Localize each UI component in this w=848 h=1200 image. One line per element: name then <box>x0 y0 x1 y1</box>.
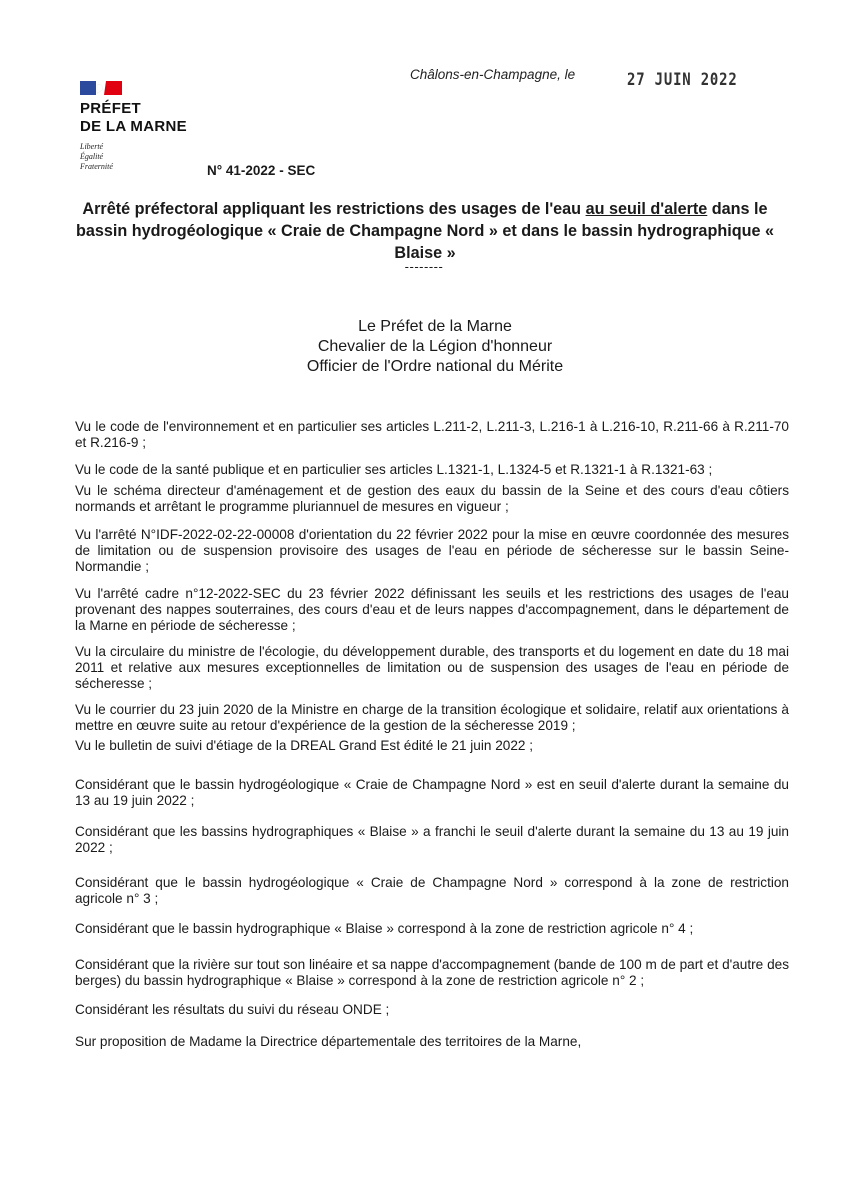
motto-liberte: Liberté <box>80 142 104 151</box>
motto-egalite: Égalité <box>80 152 104 161</box>
paragraph: Vu la circulaire du ministre de l'écologie, du développement durable, des transports et du logement en date du 18 mai 2011 et relative aux mesures exceptionnelles de limitation ou de suspension des usages de l'eau en période de sécheresse ; <box>75 644 789 691</box>
paragraph: Considérant que le bassin hydrogéologique « Craie de Champagne Nord » correspond à la zone de restriction agricole n° 3 ; <box>75 875 789 906</box>
paragraph: Considérant que le bassin hydrogéologique « Craie de Champagne Nord » est en seuil d'alerte durant la semaine du 13 au 19 juin 2022 ; <box>75 777 789 808</box>
paragraph: Sur proposition de Madame la Directrice départementale des territoires de la Marne, <box>75 1034 582 1049</box>
paragraph: Vu le code de l'environnement et en particulier ses articles L.211-2, L.211-3, L.216-1 à L.216-10, R.211-66 à R.211-70 et R.216-9 ; <box>75 419 789 450</box>
paragraph: Vu le courrier du 23 juin 2020 de la Ministre en charge de la transition écologique et solidaire, relatif aux orientations à mettre en œuvre suite au retour d'expérience de la gestion de la sécheresse 2019 ; <box>75 702 789 733</box>
title-underlined: au seuil d'alerte <box>585 200 708 218</box>
decree-number: N° 41-2022 - SEC <box>207 163 316 178</box>
paragraph: Considérant que la rivière sur tout son linéaire et sa nappe d'accompagnement (bande de 100 m de part et d'autre des berges) du bassin hydrographique « Blaise » correspond à la zone de restriction agricole n° 2 ; <box>75 957 789 988</box>
paragraph: Vu le code de la santé publique et en particulier ses articles L.1321-1, L.1324-5 et R.1321-1 à R.1321-63 ; <box>75 462 713 477</box>
paragraph: Vu le bulletin de suivi d'étiage de la DREAL Grand Est édité le 21 juin 2022 ; <box>75 738 534 753</box>
title-part2: dans le bassin hydrogéologique « Craie de Champagne Nord » et dans le bassin hydrographique « Blaise » <box>75 200 774 262</box>
place-label: Châlons-en-Champagne, le <box>410 67 576 82</box>
title-part1: Arrêté préfectoral appliquant les restrictions des usages de l'eau <box>82 200 586 218</box>
prefect-honor-2: Officier de l'Ordre national du Mérite <box>306 358 564 375</box>
paragraph: Considérant que le bassin hydrographique « Blaise » correspond à la zone de restriction agricole n° 4 ; <box>75 921 694 936</box>
paragraph: Vu le schéma directeur d'aménagement et de gestion des eaux du bassin de la Seine et des cours d'eau côtiers normands et arrêtant le programme pluriannuel de mesures en vigueur ; <box>75 483 789 514</box>
paragraph: Considérant que les bassins hydrographiques « Blaise » a franchi le seuil d'alerte durant la semaine du 13 au 19 juin 2022 ; <box>75 824 789 855</box>
paragraph: Vu l'arrêté N°IDF-2022-02-22-00008 d'orientation du 22 février 2022 pour la mise en œuvre coordonnée des mesures de limitation ou de suspension provisoire des usages de l'eau en période de sécheresse sur le bassin Seine-Normandie ; <box>75 527 789 574</box>
prefet-title-line1: PRÉFET <box>80 100 141 117</box>
motto-fraternite: Fraternité <box>80 162 113 171</box>
marianne-logo <box>80 81 122 95</box>
date-stamp: 27 JUIN 2022 <box>627 70 738 90</box>
decree-title <box>62 198 788 264</box>
paragraph: Vu l'arrêté cadre n°12-2022-SEC du 23 février 2022 définissant les seuils et les restrictions des usages de l'eau provenant des nappes souterraines, des cours d'eau et de leurs nappes d'accompagnement, dans le département de la Marne en période de sécheresse ; <box>75 586 789 633</box>
prefect-honor-1: Chevalier de la Légion d'honneur <box>317 338 553 355</box>
prefet-title-line2: DE LA MARNE <box>80 118 187 135</box>
paragraph: Considérant les résultats du suivi du réseau ONDE ; <box>75 1002 390 1017</box>
title-separator: -------- <box>404 259 444 274</box>
prefect-name: Le Préfet de la Marne <box>358 318 512 335</box>
